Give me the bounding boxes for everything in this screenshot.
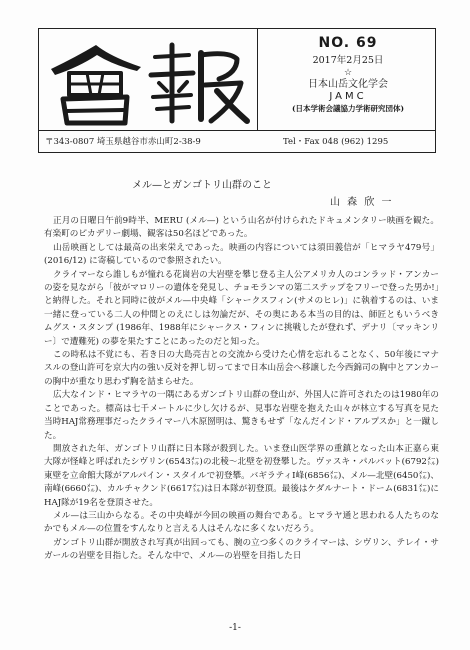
paragraph: クライマーなら誰しもが憧れる花崗岩の大岩壁を攀じ登る主人公アメリカ人のコンラッド・アンカーの姿を見ながら「彼がマロリーの遺体を発見し、チョモランマの第二ステップをフリーで登った男か!」と納得した。それと同時に彼がメル—中央峰「シャークスフィン(サメのヒレ)」に執着するのは、いま一緒に登っている二人の仲間とのえにしは勿論だが、その奥にある本当の目的は、師匠ともいうべきムグス・スタンプ (1986年、1988年にシャークス・フィンに挑戦したが登れず、デナリ〔マッキンリー〕で遭難死) の夢を果たすことにあったのだと知った。 [44, 269, 439, 347]
calligraphy-logo-icon [41, 35, 255, 127]
paragraph: この時私は不覚にも、若き日の大島亮吉との交流から受けた心情を忘れることなく、50年後にマナスルの登山許可を京大内の強い反対を押し切ってまで日本山岳会へ移譲した今西錦司の胸中とアンカーの胸中が重なり思わず胸を詰まらせた。 [44, 350, 439, 387]
article-author: 山 森 欣 一 [330, 197, 394, 208]
issue-info [261, 29, 435, 130]
org-affiliation: (日本学術会議協力学術研究団体) [291, 104, 405, 113]
page-number: -1- [229, 623, 241, 633]
issue-number: NO. 69 [318, 35, 378, 51]
org-abbr: JAMC [329, 91, 367, 102]
paragraph: 正月の日曜日午前9時半、MERU (メル—) という山名が付けられたドキュメンタリー映画を観た。有楽町のピカデリー劇場、観客は50名ほどであった。 [44, 216, 439, 240]
article-body [44, 215, 439, 564]
org-name: 日本山岳文化学会 [308, 79, 388, 90]
paragraph: メル—は三山からなる。その中央峰が今回の映画の舞台である。ヒマラヤ通と思われる人たちのなかでもメル—の位置をすんなりと言える人はそんなに多くないだろう。 [44, 510, 439, 535]
masthead-horizontal-divider [39, 130, 435, 131]
star-icon: ☆ [343, 68, 353, 78]
postal-address: 〒343-0807 埼玉県越谷市赤山町2-38-9 [45, 137, 201, 147]
article-title: メル—とガンゴトリ山群のこと [132, 180, 272, 191]
kaiho-logo [41, 35, 255, 127]
address-line [45, 133, 431, 151]
paragraph: 山岳映画としては最高の出来栄えであった。映画の内容については須田義信が「ヒマラヤ479号」(2016/12) に寄稿しているので参照されたい。 [44, 242, 439, 267]
masthead-vertical-divider [257, 29, 258, 130]
paragraph: 広大なインド・ヒマラヤの一隅にあるガンゴトリ山群の登山が、外国人に許可されたのは1980年のことであった。標高は七千メートルに少し欠けるが、見事な岩壁を抱えた山々が林立する写真を見た当時HAJ常務理事だったクライマー八木原圀明は、驚きもせず「なんだインド・アルプスか」と一蹴した。 [44, 390, 439, 441]
paragraph: ガンゴトリ山群が開放され写真が出回っても、腕の立つ多くのクライマーは、シヴリン、テレイ・サガールの岩壁を目指した。そんな中で、メル—の岩壁を目指した日 [44, 537, 439, 562]
issue-date: 2017年2月25日 [312, 55, 384, 66]
paragraph: 開放された年、ガンゴトリ山群に日本隊が殺到した。いま登山医学界の重鎮となった山本正嘉ら東大隊が怪峰と呼ばれたシヴリン(6543㍍)の北稜～北壁を初登攀した。ヴァスキ・パルバット(6792㍍)東壁を立命館大隊がアルパイン・スタイルで初登攀。バギラティⅠ峰(6856㍍)、メル—北壁(6450㍍)、南峰(6660㍍)、カルチャクンド(6617㍍)は日本隊が初登頂。最後はケダルナート・ドーム(6831㍍)にHAJ隊が19名を登頂させた。 [44, 443, 439, 508]
masthead [38, 28, 436, 153]
phone-fax: Tel・Fax 048 (962) 1295 [283, 137, 389, 147]
